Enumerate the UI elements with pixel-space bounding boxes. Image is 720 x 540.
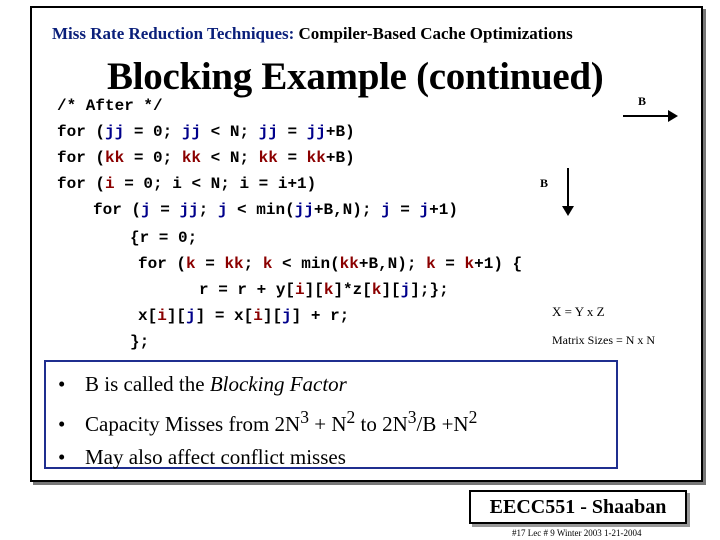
block-label-top: B: [638, 94, 647, 108]
header-topic: Miss Rate Reduction Techniques:: [52, 24, 295, 43]
slide-header: [52, 24, 573, 44]
code-line-9: };: [130, 333, 150, 351]
bullet-item-2: • Capacity Misses from $2N^3 + N^2$ to $2N^3/B +N^2$: [58, 407, 478, 436]
code-line-5: {r = 0;: [130, 229, 198, 247]
formula-label: X = Y x Z: [552, 304, 605, 319]
code-line-4: for (j = jj; j < min(jj+B,N); j = j+1): [93, 201, 458, 219]
down-arrow-icon: [558, 166, 578, 218]
code-line-3: for (i = 0; i < N; i = i+1): [57, 175, 317, 193]
header-subtitle: Compiler-Based Cache Optimizations: [298, 24, 573, 43]
block-label-side: B: [540, 176, 549, 190]
code-line-1: for (jj = 0; jj < N; jj = jj+B): [57, 123, 355, 141]
slide-title: Blocking Example (continued): [107, 55, 604, 98]
bullet-item-3: • May also affect conflict misses: [58, 445, 346, 469]
course-label: EECC551 - Shaaban: [489, 496, 667, 518]
code-line-6: for (k = kk; k < min(kk+B,N); k = k+1) {: [138, 255, 523, 273]
code-line-8: x[i][j] = x[i][j] + r;: [138, 307, 350, 325]
code-line-7: r = r + y[i][k]*z[k][j];};: [199, 281, 449, 299]
blocking-factor-term: Blocking Factor: [209, 372, 347, 396]
bullet-item-1: • B is called the Blocking Factor: [58, 372, 347, 396]
lecture-info: #17 Lec # 9 Winter 2003 1-21-2004: [512, 528, 642, 538]
code-line-2: for (kk = 0; kk < N; kk = kk+B): [57, 149, 355, 167]
course-badge: [469, 490, 687, 524]
right-arrow-icon: [620, 106, 680, 126]
matrix-sizes-label: Matrix Sizes = N x N: [552, 333, 656, 347]
code-comment: /* After */: [57, 97, 163, 115]
bullet-box: [44, 360, 618, 469]
